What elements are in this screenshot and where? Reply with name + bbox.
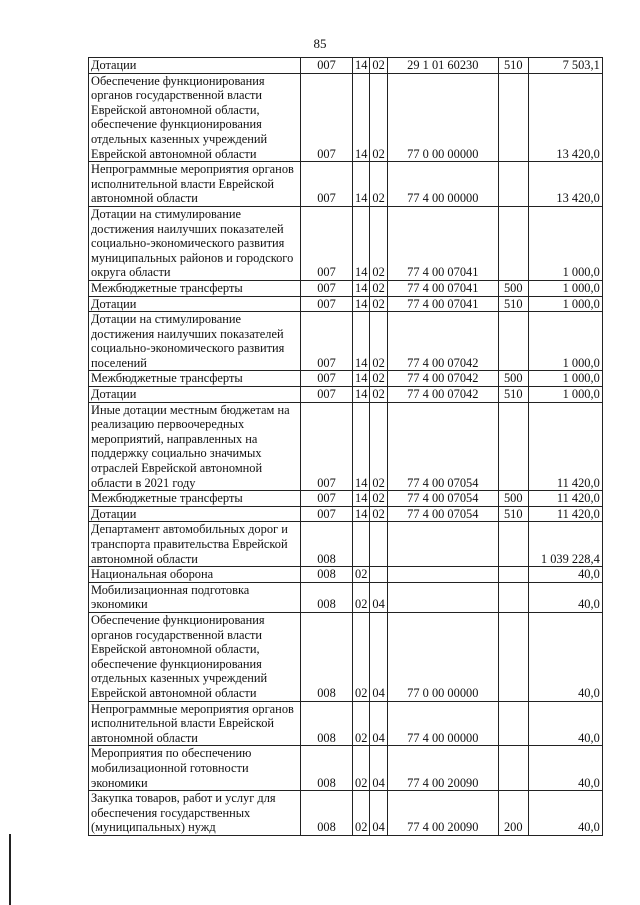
amount: 1 039 228,4 — [528, 522, 602, 567]
table-row — [89, 506, 603, 522]
target-article-code — [387, 567, 498, 583]
expense-type-code — [498, 312, 528, 371]
target-article-code: 77 4 00 20090 — [387, 791, 498, 836]
expense-type-code: 510 — [498, 296, 528, 312]
ministry-code: 007 — [301, 206, 353, 280]
row-name: Закупка товаров, работ и услуг для обеспечения государственных (муниципальных) нужд — [89, 791, 301, 836]
expense-type-code: 500 — [498, 491, 528, 507]
table-row — [89, 402, 603, 491]
target-article-code: 77 4 00 07041 — [387, 280, 498, 296]
target-article-code: 77 4 00 20090 — [387, 746, 498, 791]
amount: 40,0 — [528, 701, 602, 746]
row-name: Национальная оборона — [89, 567, 301, 583]
subsection-code: 02 — [370, 58, 387, 74]
subsection-code: 04 — [370, 582, 387, 612]
ministry-code: 008 — [301, 701, 353, 746]
subsection-code: 04 — [370, 746, 387, 791]
section-code: 02 — [353, 582, 370, 612]
amount: 1 000,0 — [528, 280, 602, 296]
target-article-code: 77 4 00 00000 — [387, 162, 498, 207]
section-code: 14 — [353, 506, 370, 522]
budget-table — [88, 57, 603, 836]
subsection-code: 04 — [370, 612, 387, 701]
amount: 40,0 — [528, 567, 602, 583]
expense-type-code — [498, 567, 528, 583]
ministry-code: 007 — [301, 162, 353, 207]
target-article-code: 77 4 00 00000 — [387, 701, 498, 746]
subsection-code: 02 — [370, 402, 387, 491]
section-code: 14 — [353, 162, 370, 207]
section-code: 02 — [353, 567, 370, 583]
target-article-code: 77 4 00 07054 — [387, 506, 498, 522]
ministry-code: 008 — [301, 791, 353, 836]
expense-type-code — [498, 522, 528, 567]
ministry-code: 007 — [301, 371, 353, 387]
table-row — [89, 612, 603, 701]
row-name: Иные дотации местным бюджетам на реализацию первоочередных мероприятий, направленных на поддержку социально значимых отраслей Еврейской автономной области в 2021 году — [89, 402, 301, 491]
row-name: Обеспечение функционирования органов государственной власти Еврейской автономной области, обеспечение функционирования отдельных казенных учреждений Еврейской автономной области — [89, 612, 301, 701]
row-name: Мобилизационная подготовка экономики — [89, 582, 301, 612]
table-row — [89, 58, 603, 74]
subsection-code: 02 — [370, 387, 387, 403]
table-row — [89, 522, 603, 567]
ministry-code: 008 — [301, 567, 353, 583]
expense-type-code — [498, 746, 528, 791]
amount: 7 503,1 — [528, 58, 602, 74]
amount: 40,0 — [528, 582, 602, 612]
ministry-code: 007 — [301, 387, 353, 403]
section-code: 02 — [353, 612, 370, 701]
section-code: 14 — [353, 206, 370, 280]
row-name: Мероприятия по обеспечению мобилизационной готовности экономики — [89, 746, 301, 791]
row-name: Межбюджетные трансферты — [89, 280, 301, 296]
target-article-code: 77 4 00 07042 — [387, 312, 498, 371]
section-code — [353, 522, 370, 567]
expense-type-code — [498, 73, 528, 162]
row-name: Межбюджетные трансферты — [89, 491, 301, 507]
expense-type-code — [498, 402, 528, 491]
table-row — [89, 73, 603, 162]
subsection-code: 04 — [370, 701, 387, 746]
target-article-code: 77 4 00 07041 — [387, 296, 498, 312]
amount: 1 000,0 — [528, 312, 602, 371]
row-name: Дотации на стимулирование достижения наилучших показателей социально-экономического развития поселений — [89, 312, 301, 371]
row-name: Непрограммные мероприятия органов исполнительной власти Еврейской автономной области — [89, 701, 301, 746]
subsection-code: 02 — [370, 162, 387, 207]
table-row — [89, 567, 603, 583]
ministry-code: 007 — [301, 491, 353, 507]
expense-type-code: 200 — [498, 791, 528, 836]
subsection-code: 02 — [370, 280, 387, 296]
section-code: 02 — [353, 746, 370, 791]
table-row — [89, 746, 603, 791]
margin-bar — [9, 834, 11, 905]
section-code: 14 — [353, 73, 370, 162]
expense-type-code: 510 — [498, 387, 528, 403]
amount: 40,0 — [528, 791, 602, 836]
table-row — [89, 280, 603, 296]
section-code: 14 — [353, 58, 370, 74]
amount: 1 000,0 — [528, 387, 602, 403]
expense-type-code — [498, 582, 528, 612]
target-article-code: 77 0 00 00000 — [387, 73, 498, 162]
target-article-code — [387, 522, 498, 567]
section-code: 14 — [353, 387, 370, 403]
target-article-code: 29 1 01 60230 — [387, 58, 498, 74]
section-code: 14 — [353, 280, 370, 296]
expense-type-code: 510 — [498, 506, 528, 522]
table-row — [89, 491, 603, 507]
target-article-code — [387, 582, 498, 612]
amount: 13 420,0 — [528, 162, 602, 207]
subsection-code — [370, 522, 387, 567]
row-name: Межбюджетные трансферты — [89, 371, 301, 387]
ministry-code: 007 — [301, 73, 353, 162]
ministry-code: 008 — [301, 746, 353, 791]
subsection-code: 04 — [370, 791, 387, 836]
amount: 1 000,0 — [528, 296, 602, 312]
amount: 1 000,0 — [528, 206, 602, 280]
amount: 13 420,0 — [528, 73, 602, 162]
subsection-code: 02 — [370, 371, 387, 387]
row-name: Дотации — [89, 387, 301, 403]
row-name: Департамент автомобильных дорог и транспорта правительства Еврейской автономной области — [89, 522, 301, 567]
expense-type-code — [498, 612, 528, 701]
ministry-code: 007 — [301, 58, 353, 74]
target-article-code: 77 0 00 00000 — [387, 612, 498, 701]
subsection-code: 02 — [370, 296, 387, 312]
ministry-code: 007 — [301, 402, 353, 491]
table-row — [89, 162, 603, 207]
table-row — [89, 701, 603, 746]
table-row — [89, 387, 603, 403]
section-code: 02 — [353, 791, 370, 836]
row-name: Дотации на стимулирование достижения наилучших показателей социально-экономического развития муниципальных районов и городского округа области — [89, 206, 301, 280]
section-code: 14 — [353, 296, 370, 312]
subsection-code: 02 — [370, 206, 387, 280]
amount: 1 000,0 — [528, 371, 602, 387]
row-name: Дотации — [89, 58, 301, 74]
target-article-code: 77 4 00 07042 — [387, 387, 498, 403]
amount: 40,0 — [528, 746, 602, 791]
section-code: 14 — [353, 402, 370, 491]
subsection-code — [370, 567, 387, 583]
amount: 11 420,0 — [528, 491, 602, 507]
ministry-code: 007 — [301, 312, 353, 371]
section-code: 14 — [353, 491, 370, 507]
page-number: 85 — [313, 36, 327, 51]
ministry-code: 008 — [301, 522, 353, 567]
target-article-code: 77 4 00 07054 — [387, 402, 498, 491]
expense-type-code — [498, 206, 528, 280]
table-row — [89, 206, 603, 280]
section-code: 02 — [353, 701, 370, 746]
table-row — [89, 312, 603, 371]
table-row — [89, 296, 603, 312]
table-row — [89, 371, 603, 387]
target-article-code: 77 4 00 07042 — [387, 371, 498, 387]
ministry-code: 008 — [301, 612, 353, 701]
expense-type-code — [498, 701, 528, 746]
subsection-code: 02 — [370, 491, 387, 507]
row-name: Обеспечение функционирования органов государственной власти Еврейской автономной области, обеспечение функционирования отдельных казенных учреждений Еврейской автономной области — [89, 73, 301, 162]
expense-type-code — [498, 162, 528, 207]
target-article-code: 77 4 00 07054 — [387, 491, 498, 507]
amount: 40,0 — [528, 612, 602, 701]
ministry-code: 007 — [301, 296, 353, 312]
expense-type-code: 500 — [498, 371, 528, 387]
table-row — [89, 791, 603, 836]
ministry-code: 007 — [301, 506, 353, 522]
row-name: Дотации — [89, 296, 301, 312]
amount: 11 420,0 — [528, 402, 602, 491]
table-row — [89, 582, 603, 612]
row-name: Непрограммные мероприятия органов исполнительной власти Еврейской автономной области — [89, 162, 301, 207]
subsection-code: 02 — [370, 73, 387, 162]
row-name: Дотации — [89, 506, 301, 522]
ministry-code: 007 — [301, 280, 353, 296]
section-code: 14 — [353, 312, 370, 371]
target-article-code: 77 4 00 07041 — [387, 206, 498, 280]
subsection-code: 02 — [370, 506, 387, 522]
section-code: 14 — [353, 371, 370, 387]
amount: 11 420,0 — [528, 506, 602, 522]
ministry-code: 008 — [301, 582, 353, 612]
expense-type-code: 500 — [498, 280, 528, 296]
subsection-code: 02 — [370, 312, 387, 371]
expense-type-code: 510 — [498, 58, 528, 74]
